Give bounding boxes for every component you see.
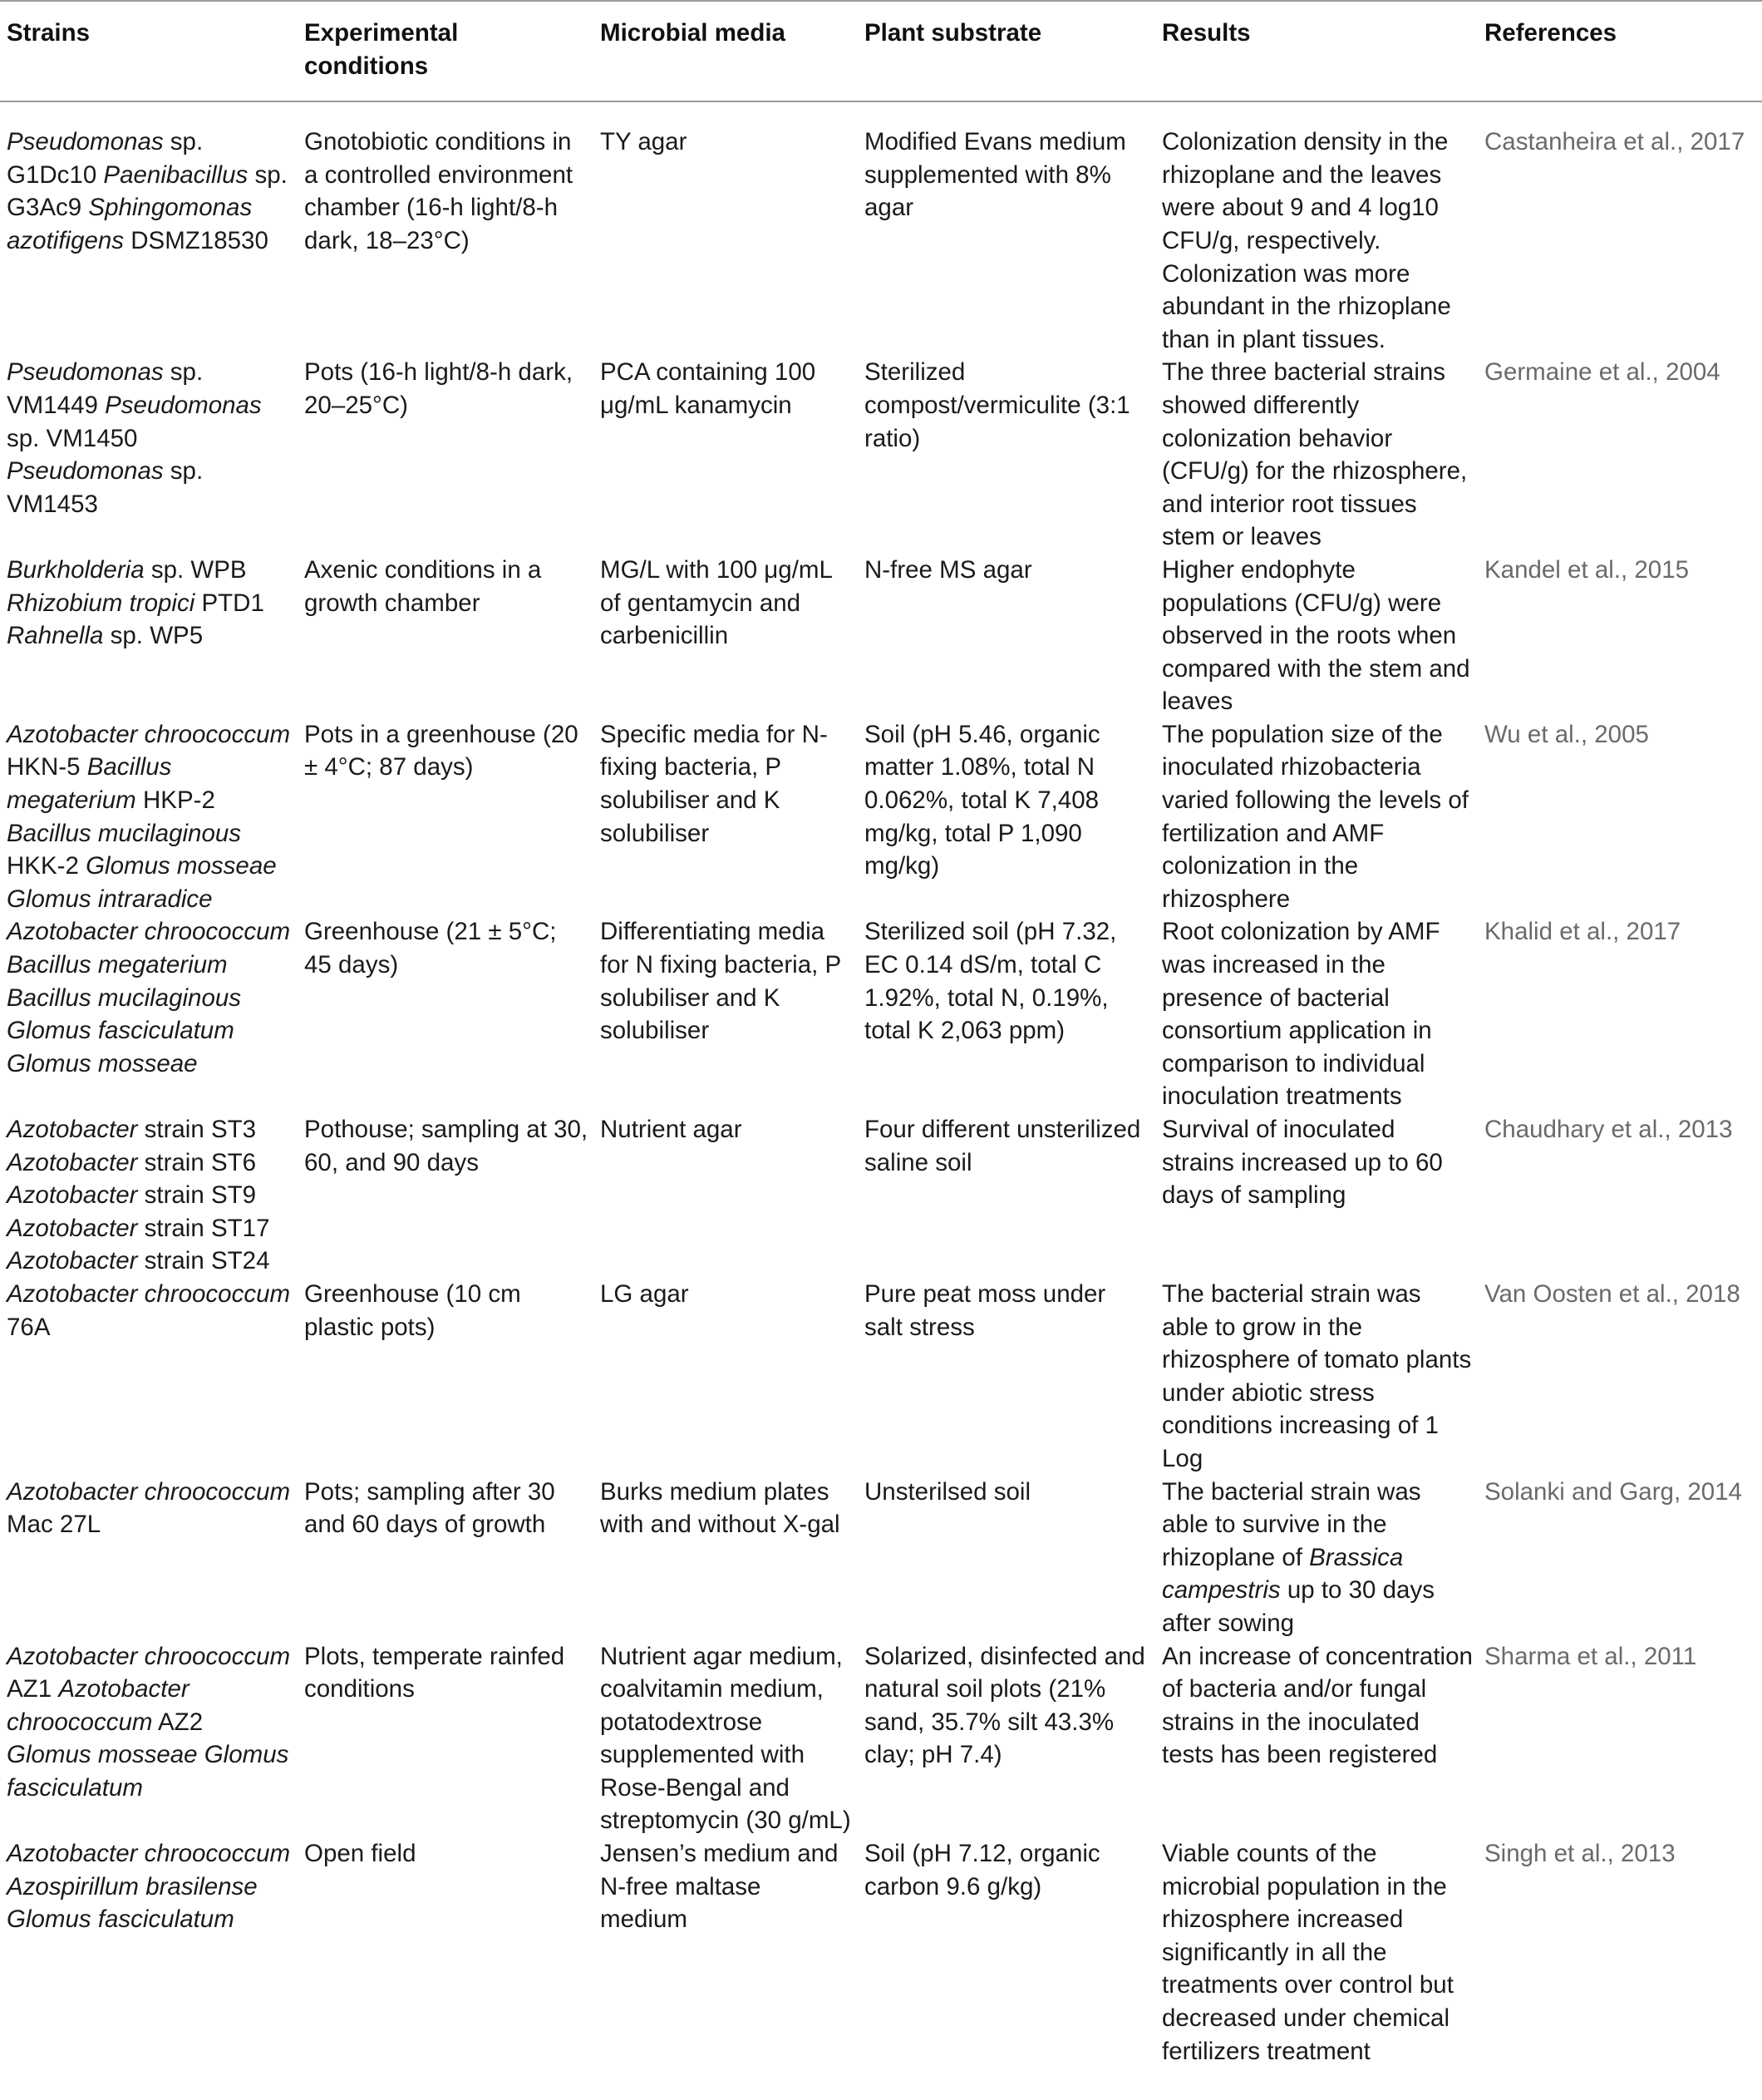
cell-strains: Azotobacter chroococcum 76A	[7, 1279, 291, 1341]
cell-reference: Germaine et al., 2004	[1484, 358, 1720, 387]
italic-text: Rhizobium tropici	[7, 589, 195, 617]
cell-strains: Azotobacter chroococcum Mac 27L	[7, 1477, 291, 1539]
italic-text: Bacillus megaterium	[7, 753, 172, 815]
cell-results: Higher endophyte populations (CFU/g) were observed in the roots when compared with the stem and leaves	[1162, 555, 1470, 716]
table-row	[0, 554, 1762, 718]
table-row	[0, 1476, 1762, 1640]
italic-text: Sphingomonas azotifigens	[7, 194, 253, 254]
table-header	[0, 1, 1762, 101]
cell-reference: Sharma et al., 2011	[1484, 1642, 1697, 1670]
table-row	[0, 718, 1762, 916]
italic-text: Brassica campestris	[1162, 1543, 1404, 1605]
table-row	[0, 1837, 1762, 2068]
italic-text: Azotobacter	[7, 1247, 138, 1275]
cell-results: An increase of concentration of bacteria and/or fungal strains in the inoculated tests has been registered	[1162, 1642, 1473, 1769]
cell-strains: Pseudomonas sp. VM1449 Pseudomonas sp. VM1450 Pseudomonas sp. VM1453	[7, 358, 262, 518]
header-conditions: Experimental conditions	[304, 19, 459, 80]
table-body	[0, 101, 1762, 2068]
cell-strains	[0, 1837, 298, 2068]
cell-conditions: Pots in a greenhouse (20 ± 4°C; 87 days)	[304, 720, 578, 781]
italic-text: Burkholderia	[7, 555, 145, 584]
italic-text: Azotobacter chroococcum	[7, 1675, 189, 1736]
italic-text: Azotobacter	[7, 1148, 138, 1176]
header-substrate: Plant substrate	[864, 19, 1042, 47]
cell-media: Nutrient agar medium, coalvitamin medium, potatodextrose supplemented with Rose-Bengal and streptomycin (30 g/mL)	[600, 1642, 851, 1835]
italic-text: Rahnella	[7, 622, 104, 650]
header-references: References	[1484, 19, 1617, 47]
italic-text: Glomus mosseae Glomus fasciculatum	[7, 1741, 289, 1802]
cell-results: The bacterial strain was able to survive in the rhizoplane of Brassica campestris up to 30 days after sowing	[1162, 1477, 1435, 1637]
cell-results: The population size of the inoculated rhizobacteria varied following the levels of fertilization and AMF colonization in the rhizosphere	[1162, 720, 1469, 913]
italic-text: Bacillus mucilaginous	[7, 819, 242, 847]
cell-reference: Kandel et al., 2015	[1484, 555, 1690, 584]
cell-reference: Wu et al., 2005	[1484, 720, 1649, 748]
cell-substrate: Soil (pH 7.12, organic carbon 9.6 g/kg)	[864, 1840, 1100, 1900]
italic-text: Pseudomonas	[7, 457, 164, 486]
italic-text: Azotobacter chroococcum	[7, 1477, 291, 1506]
italic-text: Paenibacillus	[103, 160, 249, 189]
italic-text: Glomus mosseae Glomus intraradice	[7, 852, 277, 913]
italic-text: Azotobacter chroococcum	[7, 720, 291, 748]
cell-substrate: Pure peat moss under salt stress	[864, 1279, 1106, 1341]
table-row	[0, 1113, 1762, 1278]
cell-conditions: Axenic conditions in a growth chamber	[304, 555, 542, 617]
table-row	[0, 356, 1762, 554]
table-row	[0, 101, 1762, 356]
header-results: Results	[1162, 19, 1251, 47]
cell-substrate: Solarized, disinfected and natural soil plots (21% sand, 35.7% silt 43.3% clay; pH 7.4)	[864, 1642, 1145, 1769]
italic-text: Pseudomonas	[7, 358, 164, 387]
italic-text: Azotobacter chroococcum	[7, 1642, 291, 1670]
cell-media: Differentiating media for N fixing bacteria, P solubiliser and K solubiliser	[600, 918, 841, 1045]
cell-results: Root colonization by AMF was increased in the presence of bacterial consortium application in comparison to individual inoculation treatments	[1162, 918, 1440, 1111]
cell-strains: Pseudomonas sp. G1Dc10 Paenibacillus sp. G3Ac9 Sphingomonas azotifigens DSMZ18530	[7, 128, 288, 254]
cell-strains: Azotobacter chroococcum HKN-5 Bacillus megaterium HKP-2 Bacillus mucilaginous HKK-2 Glomus mosseae Glomus intraradice	[7, 720, 291, 913]
cell-reference: Chaudhary et al., 2013	[1484, 1116, 1733, 1143]
header-media: Microbial media	[600, 19, 785, 47]
italic-text: Azotobacter	[7, 1214, 138, 1242]
cell-reference: Singh et al., 2013	[1484, 1840, 1676, 1868]
cell-conditions: Greenhouse (10 cm plastic pots)	[304, 1279, 521, 1341]
cell-media: PCA containing 100 μg/mL kanamycin	[600, 358, 816, 419]
table-row	[0, 1278, 1762, 1476]
cell-results: Colonization density in the rhizoplane and the leaves were about 9 and 4 log10 CFU/g, respectively. Colonization was more abundant in the rhizoplane than in plant tissues.	[1162, 128, 1451, 353]
italic-text: Azotobacter	[7, 1116, 138, 1143]
italic-text: Azotobacter chroococcum	[7, 1279, 291, 1308]
cell-substrate: N-free MS agar	[864, 555, 1032, 584]
italic-text: Azotobacter	[7, 1181, 138, 1210]
cell-strains	[0, 915, 298, 1113]
table-row	[0, 1640, 1762, 1838]
cell-substrate: Four different unsterilized saline soil	[864, 1116, 1141, 1176]
cell-strains: Azotobacter chroococcum AZ1 Azotobacter chroococcum AZ2 Glomus mosseae Glomus fasciculatum	[7, 1642, 291, 1802]
cell-results: The bacterial strain was able to grow in the rhizosphere of tomato plants under abiotic stress conditions increasing of 1 Log	[1162, 1279, 1472, 1472]
cell-substrate: Modified Evans medium supplemented with 8% agar	[864, 128, 1126, 222]
cell-media: Specific media for N-fixing bacteria, P solubiliser and K solubiliser	[600, 720, 828, 847]
cell-conditions: Pots (16-h light/8-h dark, 20–25°C)	[304, 358, 573, 419]
italic-text: Azotobacter chroococcum Bacillus megaterium Bacillus mucilaginous Glomus fasciculatum Glomus mosseae	[7, 918, 291, 1077]
cell-substrate: Soil (pH 5.46, organic matter 1.08%, total N 0.062%, total K 7,408 mg/kg, total P 1,090 mg/kg)	[864, 720, 1100, 880]
cell-media: Jensen’s medium and N-free maltase medium	[600, 1840, 839, 1934]
cell-substrate: Sterilized compost/vermiculite (3:1 ratio)	[864, 358, 1130, 452]
italic-text: Pseudomonas	[105, 391, 262, 419]
cell-substrate: Sterilized soil (pH 7.32, EC 0.14 dS/m, total C 1.92%, total N, 0.19%, total K 2,063 ppm)	[864, 918, 1117, 1045]
cell-media: Nutrient agar	[600, 1116, 742, 1143]
cell-substrate: Unsterilsed soil	[864, 1477, 1031, 1506]
cell-conditions: Pothouse; sampling at 30, 60, and 90 days	[304, 1116, 588, 1176]
cell-conditions: Greenhouse (21 ± 5°C; 45 days)	[304, 918, 557, 979]
cell-media: LG agar	[600, 1279, 689, 1308]
cell-conditions: Gnotobiotic conditions in a controlled environment chamber (16-h light/8-h dark, 18–23°C)	[304, 128, 573, 254]
cell-reference: Khalid et al., 2017	[1484, 918, 1681, 946]
cell-media: Burks medium plates with and without X-gal	[600, 1477, 840, 1539]
cell-strains: Azotobacter strain ST3 Azotobacter strain ST6 Azotobacter strain ST9 Azotobacter strain ST17 Azotobacter strain ST24	[7, 1116, 270, 1275]
cell-strains: Burkholderia sp. WPB Rhizobium tropici PTD1 Rahnella sp. WP5	[7, 555, 264, 650]
cell-reference: Solanki and Garg, 2014	[1484, 1477, 1742, 1506]
cell-results: Survival of inoculated strains increased up to 60 days of sampling	[1162, 1116, 1443, 1210]
italic-text: Pseudomonas	[7, 128, 164, 156]
cell-media: MG/L with 100 μg/mL of gentamycin and carbenicillin	[600, 555, 832, 650]
table-row	[0, 915, 1762, 1113]
cell-media: TY agar	[600, 128, 687, 156]
header-strains: Strains	[7, 19, 91, 47]
italic-text: Azotobacter chroococcum Azospirillum brasilense Glomus fasciculatum	[7, 1840, 291, 1934]
header-row	[0, 1, 1762, 101]
cell-conditions: Pots; sampling after 30 and 60 days of growth	[304, 1477, 555, 1539]
cell-results: Viable counts of the microbial population in the rhizosphere increased significantly in all the treatments over control but decreased under chemical fertilizers treatment	[1162, 1840, 1454, 2065]
cell-conditions: Open field	[304, 1840, 416, 1868]
cell-reference: Van Oosten et al., 2018	[1484, 1279, 1740, 1308]
cell-reference: Castanheira et al., 2017	[1484, 128, 1745, 156]
cell-results: The three bacterial strains showed differently colonization behavior (CFU/g) for the rhizosphere, and interior root tissues stem or leaves	[1162, 358, 1468, 551]
cell-conditions: Plots, temperate rainfed conditions	[304, 1642, 565, 1703]
